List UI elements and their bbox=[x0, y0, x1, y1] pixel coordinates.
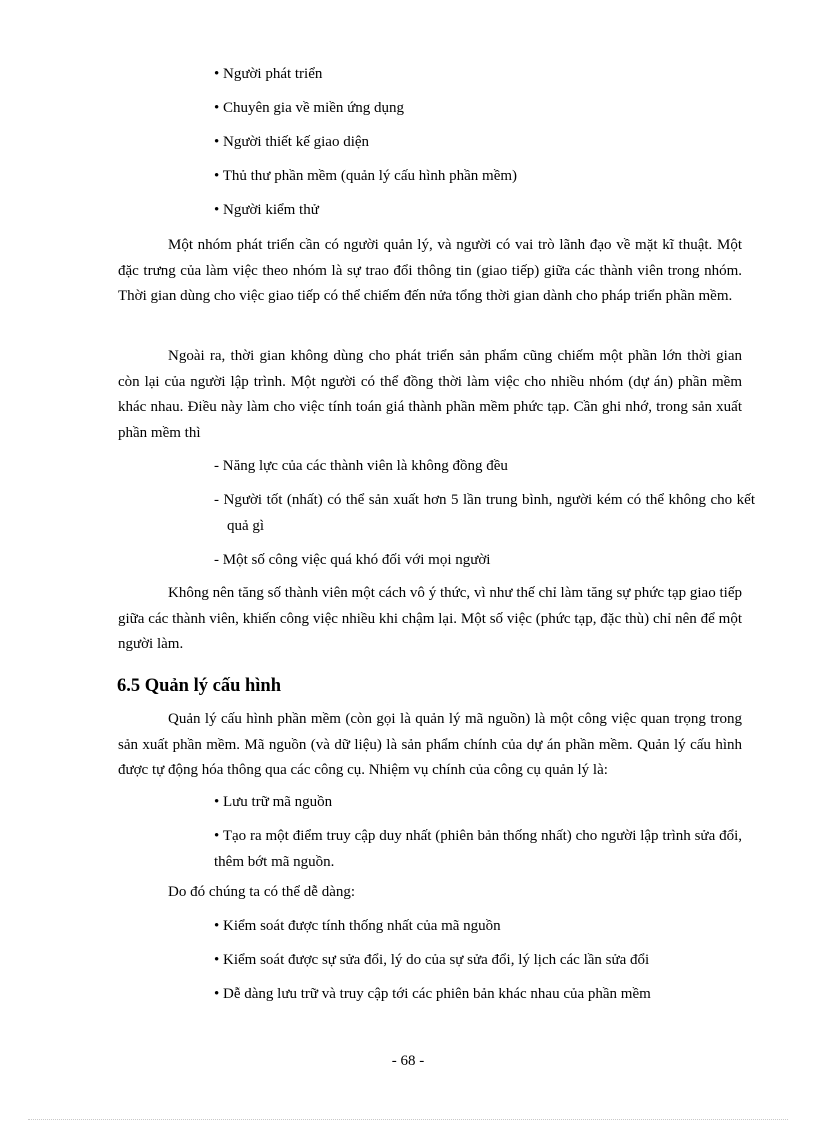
list-item: • Lưu trữ mã nguồn bbox=[214, 794, 333, 810]
paragraph-programmer-time: Ngoài ra, thời gian không dùng cho phát triển sản phẩm cũng chiếm một phần lớn thời gian còn lại của người lập trình. Một người có thể đồng thời làm việc cho nhiều nhóm (dự án) phần mềm khác nhau. Điều này làm cho việc tính toán giá thành phần mềm phức tạp. Cần ghi nhớ, trong sản xuất phần mềm thì bbox=[118, 348, 742, 441]
list-item: • Kiểm soát được tính thống nhất của mã nguồn bbox=[214, 918, 501, 934]
list-item: • Kiểm soát được sự sửa đổi, lý do của sự sửa đổi, lý lịch các lần sửa đổi bbox=[214, 952, 650, 968]
list-item: - Người tốt (nhất) có thể sản xuất hơn 5 lần trung bình, người kém có thể không cho kết quả gì bbox=[214, 492, 755, 534]
paragraph-team-size: Không nên tăng số thành viên một cách vô ý thức, vì như thế chỉ làm tăng sự phức tạp giao tiếp giữa các thành viên, khiến công việc nhiều khi chậm lại. Một số việc (phức tạp, đặc thù) chỉ nên để một người làm. bbox=[118, 585, 742, 652]
paragraph-configuration-management: Quản lý cấu hình phần mềm (còn gọi là quản lý mã nguồn) là một công việc quan trọng trong sản xuất phần mềm. Mã nguồn (và dữ liệu) là sản phẩm chính của dự án phần mềm. Quản lý cấu hình được tự động hóa thông qua các công cụ. Nhiệm vụ chính của công cụ quản lý là: bbox=[118, 711, 742, 778]
list-item: • Thủ thư phần mềm (quản lý cấu hình phần mềm) bbox=[214, 168, 518, 184]
list-item: - Năng lực của các thành viên là không đồng đều bbox=[214, 458, 508, 474]
list-item: - Một số công việc quá khó đối với mọi người bbox=[214, 552, 491, 568]
page-number: - 68 - bbox=[391, 1053, 425, 1069]
list-item: • Người phát triển bbox=[214, 66, 323, 82]
list-item: • Tạo ra một điểm truy cập duy nhất (phiên bản thống nhất) cho người lập trình sửa đổi, thêm bớt mã nguồn. bbox=[214, 828, 742, 870]
list-item: • Chuyên gia về miền ứng dụng bbox=[214, 100, 405, 116]
paragraph-benefits-intro: Do đó chúng ta có thể dễ dàng: bbox=[168, 884, 356, 900]
page-bottom-rule bbox=[28, 1119, 788, 1120]
paragraph-team-management: Một nhóm phát triển cần có người quản lý, và người có vai trò lãnh đạo về mặt kĩ thuật. Một đặc trưng của làm việc theo nhóm là sự trao đổi thông tin (giao tiếp) giữa các thành viên trong nhóm. Thời gian dùng cho việc giao tiếp có thể chiếm đến nửa tổng thời gian dành cho pháp triển phần mềm. bbox=[118, 237, 742, 304]
list-item: • Người thiết kế giao diện bbox=[214, 134, 370, 150]
list-item: • Người kiểm thử bbox=[214, 202, 319, 218]
section-heading: 6.5 Quản lý cấu hình bbox=[117, 676, 281, 696]
list-item: • Dễ dàng lưu trữ và truy cập tới các phiên bản khác nhau của phần mềm bbox=[214, 986, 651, 1002]
